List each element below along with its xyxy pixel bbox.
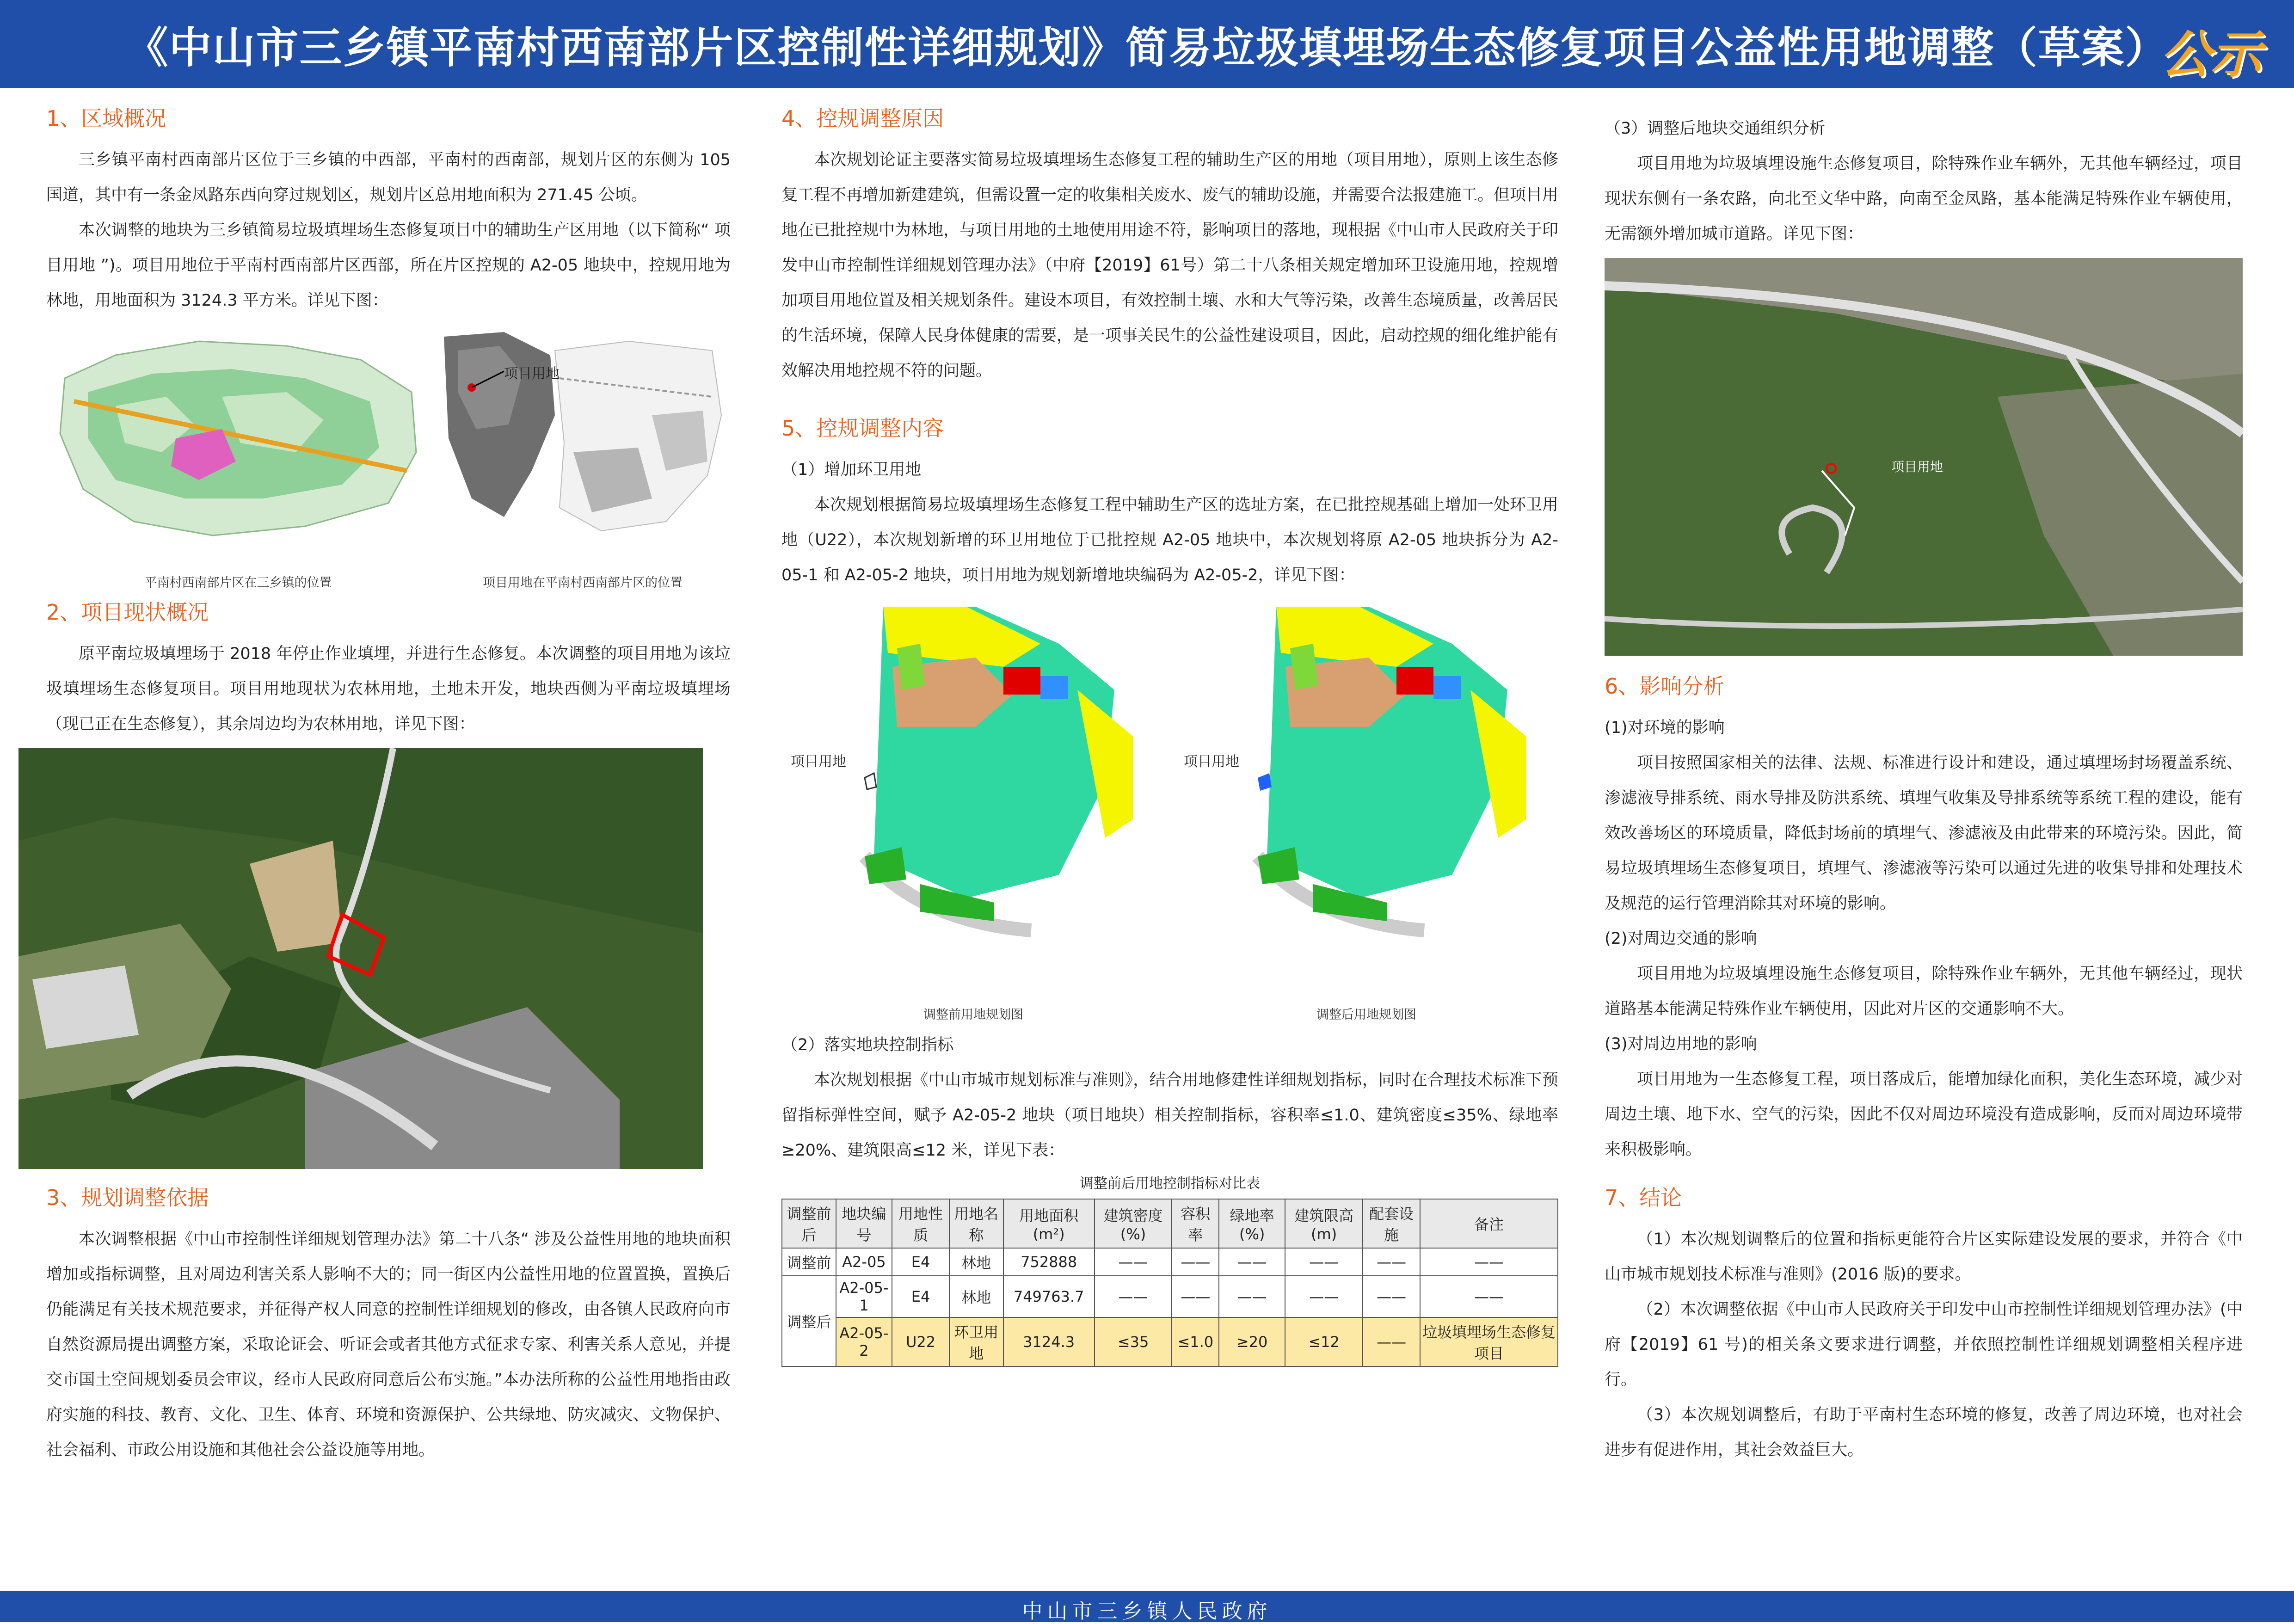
- table-cell: ——: [1363, 1276, 1420, 1317]
- section-6-paragraph-1: 项目按照国家相关的法律、法规、标准进行设计和建设，通过填埋场封场覆盖系统、渗滤液导排系统、雨水导排及防洪系统、填埋气收集及导排系统等系统工程的建设，能有效改善场区的环境质量，降低封场前的填埋气、渗滤液及由此带来的环境污染。因此，简易垃圾填埋场生态修复项目，填埋气、渗滤液等污染可以通过先进的收集导排和处理技术及规范的运行管理消除其对环境的影响。: [1605, 754, 2243, 913]
- table-cell: 3124.3: [1003, 1317, 1095, 1366]
- section-1-heading: 1、区域概况: [46, 106, 166, 131]
- section-6-paragraph-3: 项目用地为一生态修复工程，项目落成后，能增加绿化面积，美化生态环境，减少对周边土壤、地下水、空气的污染，因此不仅对周边环境没有造成影响，反而对周边环境带来积极影响。: [1605, 1070, 2243, 1159]
- table-cell: A2-05-2: [836, 1317, 892, 1366]
- table-cell: ——: [1363, 1317, 1420, 1366]
- table-cell: ——: [1172, 1276, 1219, 1317]
- table-cell: ≥20: [1219, 1317, 1285, 1366]
- page-title: 《中山市三乡镇平南村西南部片区控制性详细规划》简易垃圾填埋场生态修复项目公益性用地调整（草案）: [125, 23, 2169, 73]
- table-cell: A2-05: [836, 1248, 892, 1276]
- header-bar: [0, 0, 2294, 88]
- section-5-subheading-2: （2）落实地块控制指标: [781, 1036, 954, 1054]
- land-use-plan-before: [781, 597, 1165, 977]
- table-cell: A2-05-1: [836, 1276, 892, 1317]
- table-header-row: [782, 1199, 1558, 1248]
- map-label-project-site: 项目用地: [504, 366, 560, 382]
- table-header-cell: 配套设施: [1363, 1199, 1420, 1248]
- table-header-cell: 用地面积(m²): [1003, 1199, 1095, 1248]
- traffic-map-label-project-site: 项目用地: [1891, 459, 1943, 474]
- table-cell: 垃圾填埋场生态修复项目: [1420, 1317, 1558, 1366]
- traffic-aerial-map: [1605, 258, 2243, 656]
- table-title: 调整前后用地控制指标对比表: [1080, 1175, 1260, 1192]
- table-cell: 林地: [949, 1248, 1003, 1276]
- table-cell: ——: [1172, 1248, 1219, 1276]
- district-location-map: [435, 323, 731, 572]
- table-cell: ——: [1285, 1276, 1363, 1317]
- section-4-heading: 4、控规调整原因: [781, 106, 944, 131]
- table-row-highlighted: [782, 1317, 1558, 1366]
- section-5-subheading-3: （3）调整后地块交通组织分析: [1605, 119, 1826, 138]
- land-use-plan-comparison: [781, 597, 1558, 1027]
- plan-label-before: 项目用地: [791, 754, 846, 770]
- table-cell: 林地: [949, 1276, 1003, 1317]
- section-3-paragraph-1: 本次调整根据《中山市控制性详细规划管理办法》第二十八条“ 涉及公益性用地的地块面积增加或指标调整，且对周边利害关系人影响不大的；同一街区内公益性用地的位置置换，置换后仍能满足有关技术规范要求，并征得产权人同意的控制性详细规划的修改，由各镇人民政府向市自然资源局提出调整方案，采取论证会、听证会或者其他方式征求专家、利害关系人意见，并提交市国土空间规划委员会审议，经市人民政府同意后公布实施。”本办法所称的公益性用地指由政府实施的科技、教育、文化、卫生、体育、环境和资源保护、公共绿地、防灾减灾、文物保护、社会福利、市政公用设施和其他社会公益设施等用地。: [46, 1230, 731, 1459]
- table-header-cell: 绿地率(%): [1219, 1199, 1285, 1248]
- column-left: [46, 102, 731, 1468]
- caption-plan-before: 调整前用地规划图: [923, 1008, 1023, 1022]
- land-use-plan-after: [1175, 597, 1558, 977]
- table-header-cell: 用地性质: [892, 1199, 949, 1248]
- table-cell: ——: [1219, 1248, 1285, 1276]
- table-cell: 调整前: [782, 1248, 836, 1276]
- site-aerial-photo: [18, 748, 703, 1169]
- section-5-paragraph-1: 本次规划根据简易垃圾填埋场生态修复工程中辅助生产区的选址方案，在已批控规基础上增加一处环卫用地（U22），本次规划新增的环卫用地位于已批控规 A2-05 地块中，本次规划将原 A2-05 地块拆分为 A2-05-1 和 A2-05-2 地块，项目用地为规划新增地块编码为 A2-05-2，详见下图：: [781, 496, 1559, 584]
- table-cell: ——: [1095, 1248, 1172, 1276]
- section-6-heading: 6、影响分析: [1605, 674, 1725, 699]
- table-cell: ≤1.0: [1172, 1317, 1219, 1366]
- table-header-cell: 容积率: [1172, 1199, 1219, 1248]
- column-middle: [781, 102, 1558, 1367]
- section-5-subheading-1: （1）增加环卫用地: [781, 461, 922, 479]
- section-2-paragraph-1: 原平南垃圾填埋场于 2018 年停止作业填埋，并进行生态修复。本次调整的项目用地为该垃圾填埋场生态修复项目。项目用地现状为农林用地，土地未开发，地块西侧为平南垃圾填埋场（现已正在生态修复），其余周边均为农林用地，详见下图：: [46, 645, 731, 733]
- control-index-table: [781, 1199, 1558, 1367]
- table-row: [782, 1248, 1558, 1276]
- table-header-cell: 调整前后: [782, 1199, 836, 1248]
- caption-town-location: 平南村西南部片区在三乡镇的位置: [144, 576, 332, 590]
- table-header-cell: 备注: [1420, 1199, 1558, 1248]
- table-cell: ——: [1363, 1248, 1420, 1276]
- table-cell: 749763.7: [1003, 1276, 1095, 1317]
- section-6-paragraph-2: 项目用地为垃圾填埋设施生态修复项目，除特殊作业车辆外，无其他车辆经过，现状道路基本能满足特殊作业车辆使用，因此对片区的交通影响不大。: [1605, 965, 2243, 1018]
- table-header-cell: 用地名称: [949, 1199, 1003, 1248]
- plan-label-after: 项目用地: [1184, 754, 1239, 770]
- column-right: [1605, 102, 2243, 1468]
- town-location-map: [46, 323, 430, 563]
- section-4-paragraph-1: 本次规划论证主要落实简易垃圾填埋场生态修复工程的辅助生产区的用地（项目用地），原则上该生态修复工程不再增加新建建筑，但需设置一定的收集相关废水、废气的辅助设施，并需要合法报建施工。但项目用地在已批控规中为林地，与项目用地的土地使用用途不符，影响项目的落地，现根据《中山市人民政府关于印发中山市控制性详细规划管理办法》（中府【2019】61号）第二十八条相关规定增加环卫设施用地，控规增加项目用地位置及相关规划条件。建设本项目，有效控制土壤、水和大气等污染，改善生态境质量，改善居民的生活环境，保障人民身体健康的需要，是一项事关民生的公益性建设项目，因此，启动控规的细化维护能有效解决用地控规不符的问题。: [781, 151, 1559, 380]
- table-cell: 752888: [1003, 1248, 1095, 1276]
- caption-plan-after: 调整后用地规划图: [1316, 1008, 1416, 1022]
- location-maps: [46, 323, 731, 596]
- table-row: [782, 1276, 1558, 1317]
- table-cell: ≤35: [1095, 1317, 1172, 1366]
- public-notice-badge: 公示: [2160, 25, 2262, 84]
- section-7-paragraph-2: （2）本次调整依据《中山市人民政府关于印发中山市控制性详细规划管理办法》(中府【2019】61 号)的相关条文要求进行调整，并依照控制性详细规划调整相关程序进行。: [1605, 1300, 2243, 1389]
- table-cell: ——: [1219, 1276, 1285, 1317]
- section-5-paragraph-3: 项目用地为垃圾填埋设施生态修复项目，除特殊作业车辆外，无其他车辆经过，项目现状东侧有一条农路，向北至文华中路，向南至金凤路，基本能满足特殊作业车辆使用，无需额外增加城市道路。详见下图：: [1605, 154, 2243, 243]
- table-cell: ——: [1095, 1276, 1172, 1317]
- section-7-paragraph-3: （3）本次规划调整后，有助于平南村生态环境的修复，改善了周边环境，也对社会进步有促进作用，其社会效益巨大。: [1605, 1406, 2243, 1459]
- section-3-heading: 3、规划调整依据: [46, 1185, 209, 1210]
- table-header-cell: 地块编号: [836, 1199, 892, 1248]
- table-cell: 调整后: [782, 1276, 836, 1366]
- table-cell: ——: [1285, 1248, 1363, 1276]
- footer-issuer: 中山市三乡镇人民政府: [1022, 1599, 1272, 1623]
- section-5-paragraph-2: 本次规划根据《中山市城市规划标准与准则》，结合用地修建性详细规划指标，同时在合理技术标准下预留指标弹性空间，赋予 A2-05-2 地块（项目地块）相关控制指标，容积率≤1.0、建筑密度≤35%、绿地率≥20%、建筑限高≤12 米，详见下表：: [781, 1071, 1558, 1160]
- section-5-heading: 5、控规调整内容: [781, 416, 944, 441]
- table-cell: ——: [1420, 1276, 1558, 1317]
- section-7-paragraph-1: （1）本次规划调整后的位置和指标更能符合片区实际建设发展的要求，并符合《中山市城市规划技术标准与准则》(2016 版)的要求。: [1605, 1230, 2243, 1284]
- table-cell: ≤12: [1285, 1317, 1363, 1366]
- table-cell: 环卫用地: [949, 1317, 1003, 1366]
- section-6-subheading-3: (3)对周边用地的影响: [1605, 1035, 1757, 1053]
- table-cell: ——: [1420, 1248, 1558, 1276]
- section-6-subheading-2: (2)对周边交通的影响: [1605, 929, 1757, 948]
- section-7-heading: 7、结论: [1605, 1185, 1682, 1210]
- table-cell: E4: [892, 1248, 949, 1276]
- section-2-heading: 2、项目现状概况: [46, 600, 209, 625]
- caption-district-location: 项目用地在平南村西南部片区的位置: [483, 576, 683, 590]
- section-1-paragraph-2: 本次调整的地块为三乡镇简易垃圾填埋场生态修复项目中的辅助生产区用地（以下简称“ 项目用地 ”)。项目用地位于平南村西南部片区西部，所在片区控规的 A2-05 地块中，控规用地为林地，用地面积为 3124.3 平方米。详见下图：: [46, 221, 731, 310]
- section-1-paragraph-1: 三乡镇平南村西南部片区位于三乡镇的中西部，平南村的西南部，规划片区的东侧为 105 国道，其中有一条金凤路东西向穿过规划区，规划片区总用地面积为 271.45 公顷。: [46, 151, 731, 204]
- table-cell: E4: [892, 1276, 949, 1317]
- table-header-cell: 建筑限高(m): [1285, 1199, 1363, 1248]
- table-header-cell: 建筑密度(%): [1095, 1199, 1172, 1248]
- table-cell: U22: [892, 1317, 949, 1366]
- section-6-subheading-1: (1)对环境的影响: [1605, 719, 1725, 737]
- footer-bar: [0, 1591, 2294, 1622]
